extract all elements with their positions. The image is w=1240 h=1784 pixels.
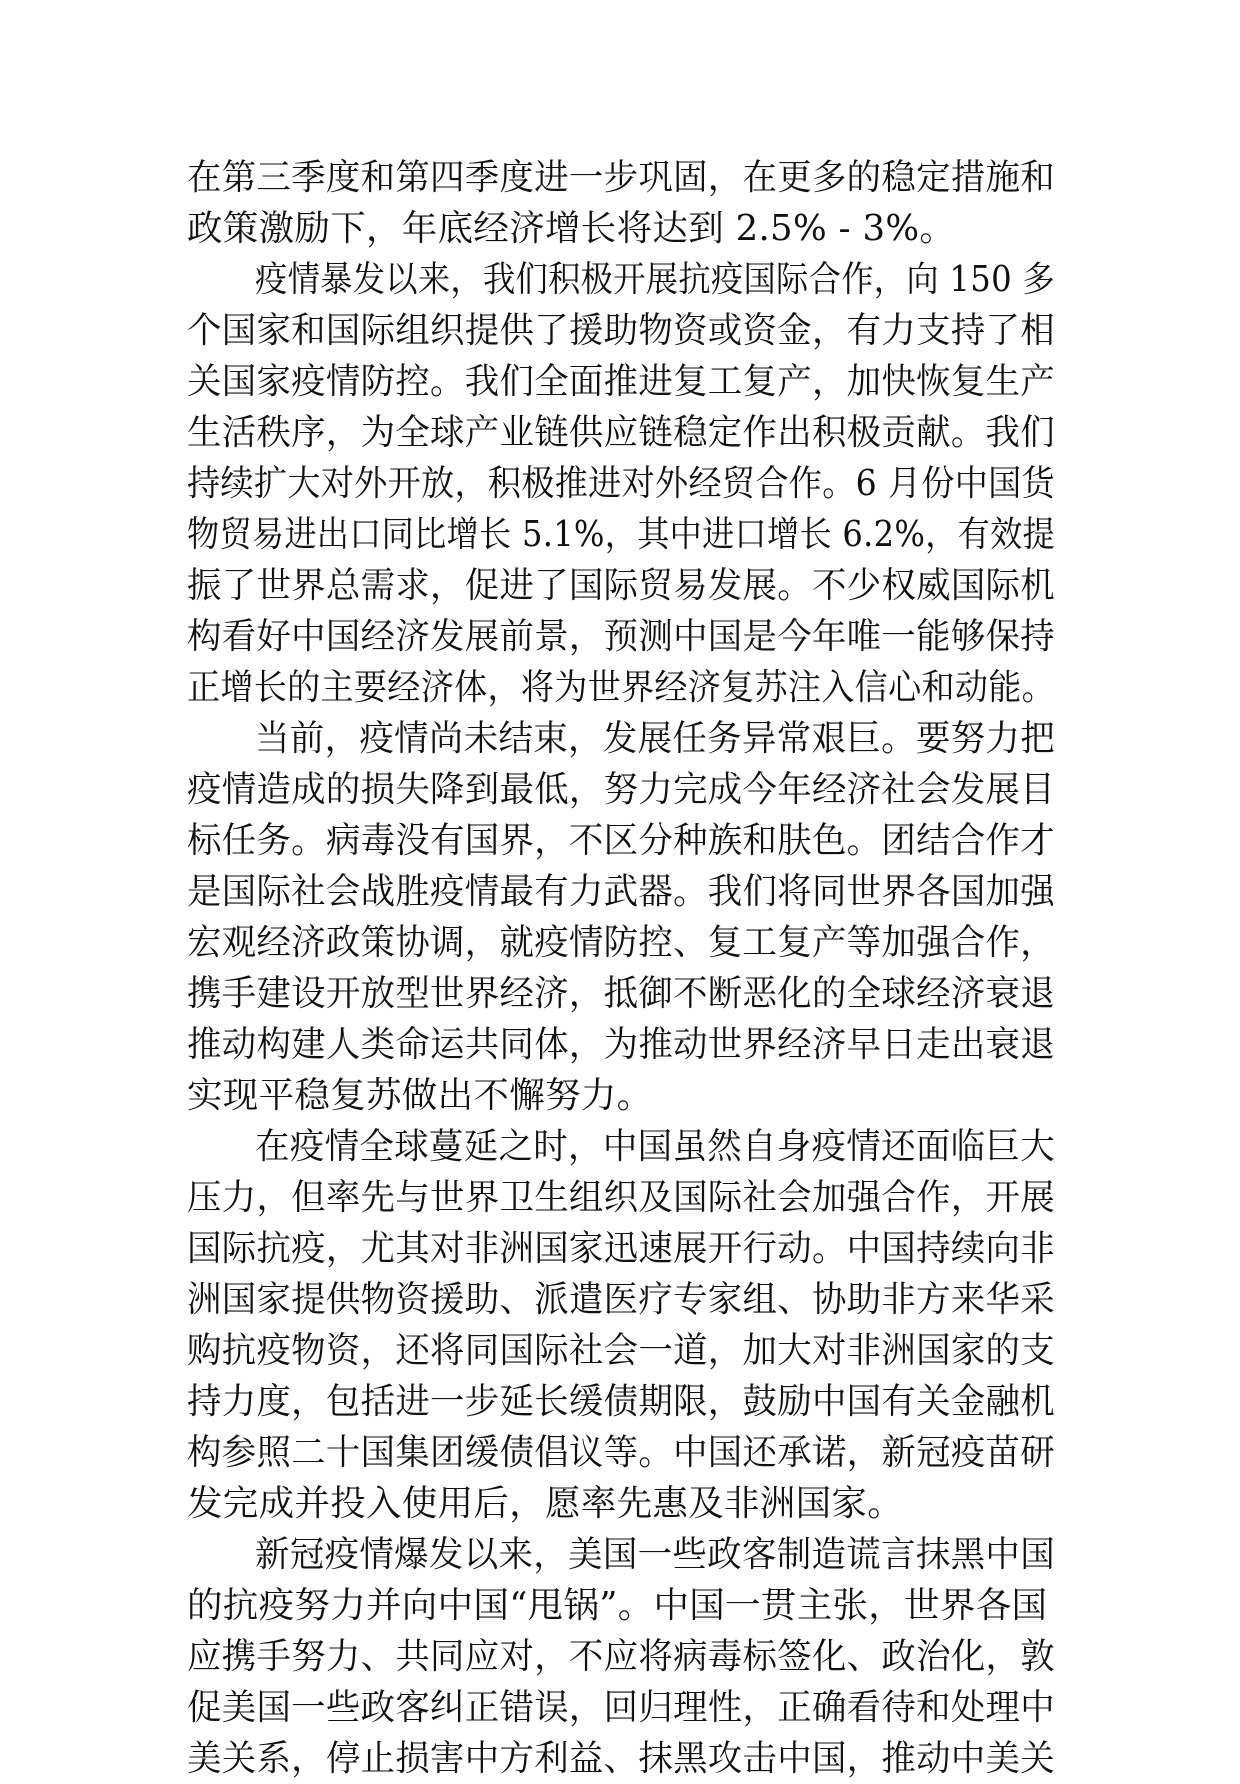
text-line: 洲国家提供物资援助、派遣医疗专家组、协助非方来华采 <box>187 1279 1055 1320</box>
text-line: 应携手努力、共同应对，不应将病毒标签化、政治化，敦 <box>187 1636 1055 1677</box>
text-line: 物贸易进出口同比增长 5.1%，其中进口增长 6.2%，有效提 <box>187 514 1055 555</box>
text-line: 疫情造成的损失降到最低，努力完成今年经济社会发展目 <box>187 769 1055 810</box>
text-line: 政策激励下，年底经济增长将达到 2.5% - 3%。 <box>187 208 956 249</box>
text-line: 正增长的主要经济体，将为世界经济复苏注入信心和动能。 <box>187 667 1055 708</box>
text-line: 持续扩大对外开放，积极推进对外经贸合作。6 月份中国货 <box>187 463 1055 504</box>
text-line: 关国家疫情防控。我们全面推进复工复产，加快恢复生产 <box>187 361 1055 402</box>
text-line: 在疫情全球蔓延之时，中国虽然自身疫情还面临巨大 <box>255 1126 1055 1167</box>
text-line: 实现平稳复苏做出不懈努力。 <box>187 1075 653 1116</box>
text-line: 是国际社会战胜疫情最有力武器。我们将同世界各国加强 <box>187 871 1055 912</box>
text-line: 宏观经济政策协调，就疫情防控、复工复产等加强合作， <box>187 922 1055 963</box>
text-line: 的抗疫努力并向中国“甩锅”。中国一贯主张，世界各国 <box>187 1585 1048 1626</box>
text-line: 压力，但率先与世界卫生组织及国际社会加强合作，开展 <box>187 1177 1055 1218</box>
text-line: 当前，疫情尚未结束，发展任务异常艰巨。要努力把 <box>255 718 1055 759</box>
text-line: 美关系，停止损害中方利益、抹黑攻击中国，推动中美关 <box>187 1738 1055 1779</box>
text-line: 新冠疫情爆发以来，美国一些政客制造谎言抹黑中国 <box>255 1534 1055 1575</box>
text-line: 生活秩序，为全球产业链供应链稳定作出积极贡献。我们 <box>187 412 1055 453</box>
text-line: 构看好中国经济发展前景，预测中国是今年唯一能够保持 <box>187 616 1055 657</box>
body-text <box>187 152 1055 1784</box>
text-line: 推动构建人类命运共同体，为推动世界经济早日走出衰退 <box>187 1024 1055 1065</box>
text-line: 在第三季度和第四季度进一步巩固，在更多的稳定措施和 <box>187 157 1055 198</box>
text-line: 国际抗疫，尤其对非洲国家迅速展开行动。中国持续向非 <box>187 1228 1055 1269</box>
text-line: 促美国一些政客纠正错误，回归理性，正确看待和处理中 <box>187 1687 1055 1728</box>
text-line: 携手建设开放型世界经济，抵御不断恶化的全球经济衰退 <box>187 973 1055 1014</box>
text-line: 购抗疫物资，还将同国际社会一道，加大对非洲国家的支 <box>187 1330 1055 1371</box>
text-line: 发完成并投入使用后，愿率先惠及非洲国家。 <box>187 1483 904 1524</box>
text-line: 振了世界总需求，促进了国际贸易发展。不少权威国际机 <box>187 565 1055 606</box>
text-line: 个国家和国际组织提供了援助物资或资金，有力支持了相 <box>187 310 1055 351</box>
text-line: 标任务。病毒没有国界，不区分种族和肤色。团结合作才 <box>187 820 1055 861</box>
text-line: 持力度，包括进一步延长缓债期限，鼓励中国有关金融机 <box>187 1381 1055 1422</box>
text-line: 疫情暴发以来，我们积极开展抗疫国际合作，向 150 多 <box>255 259 1055 300</box>
text-line: 构参照二十国集团缓债倡议等。中国还承诺，新冠疫苗研 <box>187 1432 1055 1473</box>
